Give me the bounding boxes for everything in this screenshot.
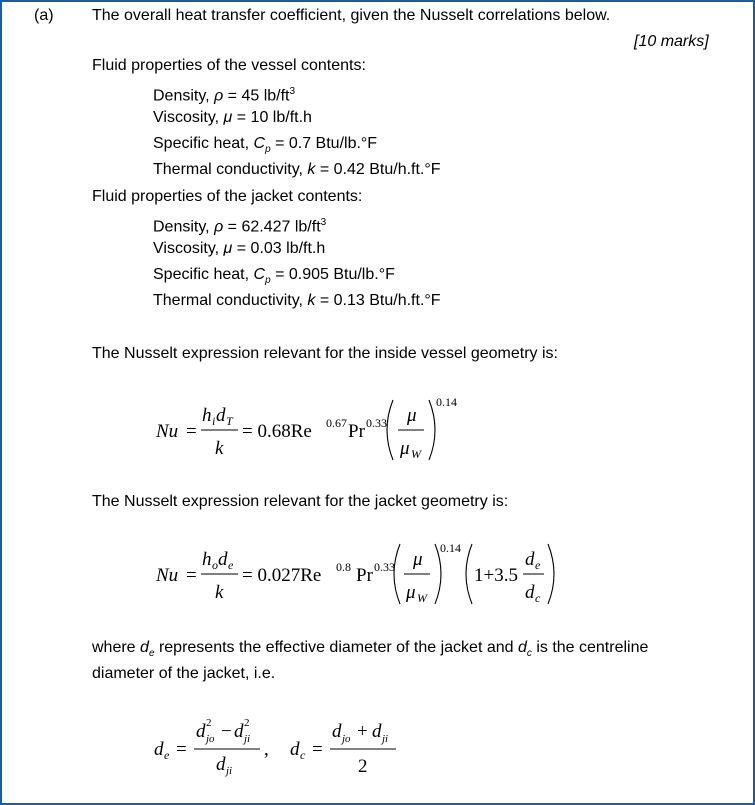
label: Thermal conductivity, — [153, 161, 308, 178]
denominator-k: k — [215, 438, 224, 459]
right-paren-2 — [548, 544, 554, 604]
inside-intro: The Nusselt expression relevant for the inside vessel geometry is: — [92, 345, 558, 362]
num-d-jo: d — [196, 721, 206, 742]
vessel-density — [153, 82, 295, 106]
d-c-sub: c — [535, 591, 541, 605]
minus-sign: − — [221, 721, 232, 742]
num-d-sub: e — [228, 558, 234, 572]
label: Specific heat, — [153, 135, 254, 152]
exponent: 3 — [289, 86, 296, 97]
equation-svg — [152, 390, 472, 470]
cp-subscript: p — [265, 144, 271, 156]
where-line-2: diameter of the jacket, i.e. — [92, 665, 276, 682]
jacket-viscosity — [153, 239, 325, 259]
de-symbol: d — [140, 639, 149, 656]
pr-label: Pr — [356, 565, 373, 586]
nu-label: Nu — [156, 565, 179, 586]
num-h: h — [202, 405, 212, 426]
where-line-1 — [92, 638, 648, 664]
nusselt-equation-jacket — [152, 532, 572, 612]
coefficient: = 0.68Re — [242, 421, 312, 442]
label: Density, — [153, 218, 215, 236]
equation-svg — [152, 712, 432, 787]
d-e-sub: e — [535, 558, 541, 572]
num-h-sub: i — [212, 414, 216, 428]
outer-exponent: 0.14 — [436, 395, 457, 409]
exponent: 3 — [320, 217, 327, 228]
value: 0.7 Btu/lb.°F — [288, 135, 378, 152]
pr-exponent: 0.33 — [374, 560, 395, 574]
den-two: 2 — [358, 756, 368, 777]
num-d-jo-sub: jo — [206, 733, 215, 745]
vessel-viscosity — [153, 108, 312, 128]
num-h: h — [202, 549, 212, 570]
where-text-1: where — [92, 639, 141, 656]
de-subscript: e — [148, 648, 155, 660]
den-d-ji-sub: ji — [226, 765, 233, 777]
k-symbol: k — [307, 292, 316, 309]
label: Viscosity, — [153, 109, 224, 126]
k-symbol: k — [307, 161, 316, 178]
re-exponent: 0.8 — [336, 560, 351, 574]
num-d-ji: d — [234, 721, 244, 742]
equals: = — [232, 240, 251, 257]
de-lhs-sub: e — [164, 748, 170, 762]
value: 0.13 Btu/h.ft.°F — [333, 292, 441, 309]
left-paren-2 — [466, 544, 472, 604]
viscosity-symbol: μ — [223, 109, 233, 126]
pr-label: Pr — [348, 421, 365, 442]
d-e: d — [525, 549, 535, 570]
jacket-intro: The Nusselt expression relevant for the jacket geometry is: — [92, 493, 509, 510]
left-paren — [394, 544, 400, 604]
denominator-k: k — [215, 582, 224, 603]
comma: , — [264, 739, 269, 760]
label: Specific heat, — [153, 266, 254, 283]
dc-lhs: d — [290, 739, 300, 760]
value: 10 lb/ft.h — [250, 109, 312, 126]
equation-svg — [152, 532, 572, 612]
viscosity-symbol: μ — [223, 240, 233, 257]
cp-symbol: C — [253, 135, 266, 152]
where-text-2: represents the effective diameter of the jacket and — [154, 639, 518, 656]
nusselt-equation-inside — [152, 390, 472, 470]
marks-label: [10 marks] — [634, 33, 709, 50]
num2-d-jo: d — [332, 721, 342, 742]
right-paren — [429, 400, 435, 460]
diameter-equations — [152, 712, 432, 787]
equals: = — [232, 109, 251, 126]
label: Thermal conductivity, — [153, 292, 308, 309]
num2-d-ji-sub: ji — [382, 733, 389, 745]
label: Viscosity, — [153, 240, 224, 257]
pr-exponent: 0.33 — [366, 416, 387, 430]
left-paren — [387, 400, 393, 460]
factor: 1+3.5 — [474, 565, 518, 586]
num-d-ji-sub: ji — [244, 733, 251, 745]
mu-w-sub: W — [411, 447, 421, 461]
num-h-sub: o — [212, 558, 218, 572]
num-d-ji-sup: 2 — [244, 717, 250, 729]
equals-sign: = — [186, 565, 197, 586]
mu-w-sub: W — [417, 591, 427, 605]
num-d: d — [216, 405, 226, 426]
value: 0.905 Btu/lb.°F — [288, 266, 395, 283]
num-d: d — [218, 549, 228, 570]
value: 62.427 lb/ft — [241, 218, 321, 236]
outer-exponent: 0.14 — [440, 541, 461, 555]
num-d-sub: T — [226, 414, 233, 428]
value: 45 lb/ft — [241, 87, 290, 105]
value: 0.03 lb/ft.h — [250, 240, 326, 257]
den-d-ji: d — [216, 754, 226, 775]
de-lhs: d — [154, 739, 164, 760]
jacket-heading: Fluid properties of the jacket contents: — [92, 188, 363, 205]
part-label: (a) — [34, 7, 54, 24]
coefficient: = 0.027Re — [242, 565, 322, 586]
jacket-density — [153, 213, 326, 237]
equals: = — [223, 87, 242, 105]
dc-lhs-sub: c — [300, 748, 306, 762]
mu: μ — [407, 405, 417, 426]
jacket-specific-heat — [153, 265, 395, 291]
equals-2: = — [312, 739, 323, 760]
cp-symbol: C — [253, 266, 266, 283]
mu-w: μ — [400, 438, 410, 459]
equals: = — [315, 161, 334, 178]
equals: = — [270, 135, 289, 152]
re-exponent: 0.67 — [326, 416, 347, 430]
value: 0.42 Btu/h.ft.°F — [333, 161, 441, 178]
num-d-jo-sup: 2 — [206, 717, 212, 729]
vessel-conductivity — [153, 160, 441, 180]
question-title: The overall heat transfer coefficient, given the Nusselt correlations below. — [92, 7, 611, 24]
d-c: d — [525, 582, 535, 603]
vessel-specific-heat — [153, 134, 377, 160]
dc-symbol: d — [517, 639, 527, 656]
density-symbol: ρ — [214, 218, 224, 236]
num2-d-jo-sub: jo — [342, 733, 351, 745]
plus-sign: + — [357, 721, 368, 742]
equals: = — [223, 218, 242, 236]
equals: = — [315, 292, 334, 309]
where-text-3: is the centreline — [531, 639, 649, 656]
nu-label: Nu — [156, 421, 179, 442]
num2-d-ji: d — [372, 721, 382, 742]
equals-sign: = — [186, 421, 197, 442]
label: Density, — [153, 87, 215, 105]
cp-subscript: p — [265, 275, 271, 287]
equals-1: = — [176, 739, 187, 760]
mu: μ — [413, 549, 423, 570]
dc-subscript: c — [526, 648, 532, 660]
equals: = — [270, 266, 289, 283]
density-symbol: ρ — [214, 87, 224, 105]
mu-w: μ — [406, 582, 416, 603]
jacket-conductivity — [153, 291, 441, 311]
vessel-heading: Fluid properties of the vessel contents: — [92, 57, 366, 74]
